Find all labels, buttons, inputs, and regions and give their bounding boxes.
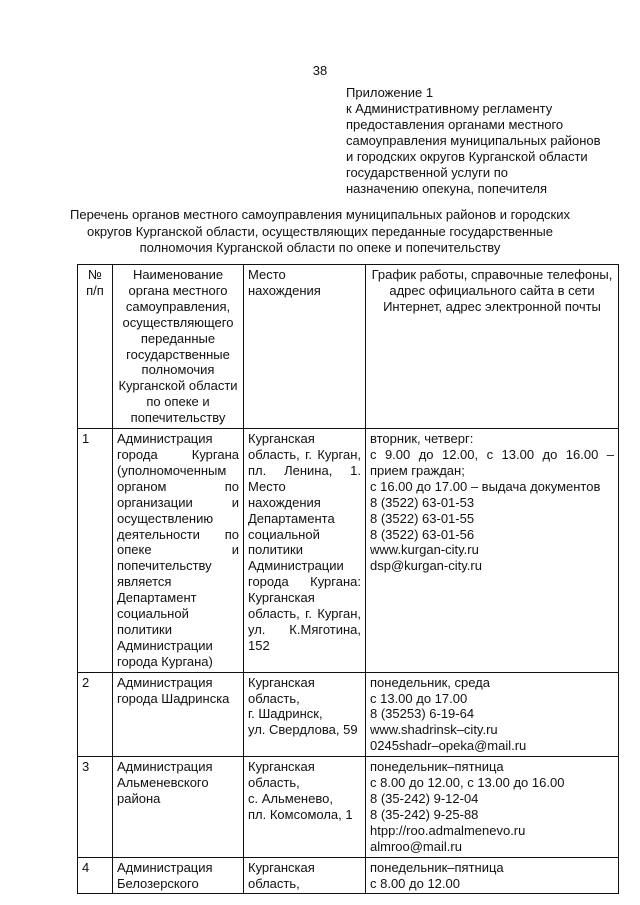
authority-contacts bbox=[366, 857, 619, 894]
location-line: Курганская bbox=[248, 674, 315, 690]
contact-line: понедельник–пятница bbox=[370, 859, 504, 875]
location-line: ул. Свердлова, 59 bbox=[248, 722, 358, 738]
appendix-line: назначению опекуна, попечителя bbox=[346, 181, 547, 196]
contact-line: 8 (3522) 63-01-55 bbox=[370, 510, 475, 526]
table-header-row bbox=[78, 265, 619, 429]
location-line: область, bbox=[248, 690, 300, 706]
contact-line: с 8.00 до 12.00 bbox=[370, 875, 460, 891]
name-line: Альменевского bbox=[117, 775, 209, 791]
row-number: 1 bbox=[78, 429, 113, 673]
contact-line: 8 (35-242) 9-25-88 bbox=[370, 806, 479, 822]
contact-line: 8 (3522) 63-01-56 bbox=[370, 526, 475, 542]
appendix-line: государственной услуги по bbox=[346, 165, 509, 180]
document-title bbox=[62, 207, 578, 257]
email-link: almroo@mail.ru bbox=[370, 838, 462, 854]
website-link: www.shadrinsk–city.ru bbox=[370, 722, 498, 738]
authorities-table bbox=[77, 264, 619, 894]
location-line: г. Шадринск, bbox=[248, 706, 323, 722]
contact-line: 8 (3522) 63-01-53 bbox=[370, 494, 475, 510]
authority-location: Курганская область, г. Курган, пл. Ленина, 1. Место нахождения Департамента социальной политики Администрации города Кургана: Курганская область, г. Курган, ул. К.Мяготина, 152 bbox=[244, 429, 366, 673]
name-line: района bbox=[117, 791, 161, 806]
authority-name bbox=[113, 857, 244, 894]
page-number: 38 bbox=[312, 63, 328, 78]
contact-line: 8 (35253) 6-19-64 bbox=[370, 706, 475, 722]
authority-name: Администрация города Шадринска bbox=[113, 672, 244, 757]
table-row bbox=[78, 757, 619, 857]
header-authority-name: Наименование органа местного самоуправления, осуществляющего переданные государственные полномочия Курганской области по опеке и попечительству bbox=[113, 265, 244, 429]
email-link: 0245shadr–opeka@mail.ru bbox=[370, 738, 527, 754]
title-line: Перечень органов местного самоуправления муниципальных районов и городских bbox=[70, 207, 570, 222]
header-number: № п/п bbox=[78, 265, 113, 429]
table-row bbox=[78, 429, 619, 673]
authority-contacts bbox=[366, 757, 619, 857]
contact-line: с 13.00 до 17.00 bbox=[370, 690, 468, 706]
authority-contacts bbox=[366, 429, 619, 673]
location-line: область, bbox=[248, 775, 300, 791]
contact-line: вторник, четверг: bbox=[370, 431, 474, 447]
header-location: Место нахождения bbox=[244, 265, 366, 429]
name-line: Администрация bbox=[117, 759, 213, 775]
location-line: Курганская bbox=[248, 759, 315, 775]
location-line: с. Альменево, bbox=[248, 791, 333, 806]
location-line: пл. Комсомола, 1 bbox=[248, 806, 353, 822]
website-link: htpp://roo.admalmenevo.ru bbox=[370, 822, 526, 838]
email-link: dsp@kurgan-city.ru bbox=[370, 558, 482, 574]
appendix-line: самоуправления муниципальных районов bbox=[346, 133, 601, 148]
row-number: 4 bbox=[78, 857, 113, 894]
authority-name bbox=[113, 757, 244, 857]
appendix-line: и городских округов Курганской области bbox=[346, 149, 588, 164]
appendix-line: к Административному регламенту bbox=[346, 101, 553, 116]
name-line: Администрация bbox=[117, 859, 213, 875]
appendix-line: предоставления органами местного bbox=[346, 117, 564, 132]
website-link: www.kurgan-city.ru bbox=[370, 542, 479, 558]
appendix-note bbox=[346, 85, 626, 197]
row-number: 2 bbox=[78, 672, 113, 757]
location-line: область, bbox=[248, 875, 300, 891]
contact-line: с 8.00 до 12.00, с 13.00 до 16.00 bbox=[370, 775, 565, 791]
table-row bbox=[78, 672, 619, 757]
contact-line: с 9.00 до 12.00, с 13.00 до 16.00 – прием граждан; bbox=[370, 446, 614, 478]
appendix-line: Приложение 1 bbox=[346, 85, 434, 100]
contact-line: понедельник, среда bbox=[370, 674, 490, 690]
contact-line: 8 (35-242) 9-12-04 bbox=[370, 791, 479, 806]
table-row bbox=[78, 857, 619, 894]
authority-location bbox=[244, 857, 366, 894]
location-line: Курганская bbox=[248, 859, 315, 875]
authority-location bbox=[244, 672, 366, 757]
contact-line: с 16.00 до 17.00 – выдача документов bbox=[370, 478, 601, 494]
row-number: 3 bbox=[78, 757, 113, 857]
authority-contacts bbox=[366, 672, 619, 757]
authority-location bbox=[244, 757, 366, 857]
title-line: полномочия Курганской области по опеке и попечительству bbox=[139, 240, 501, 255]
authority-name: Администрация города Кургана (уполномоченным органом по организации и осуществлению деятельности по опеке и попечительству является Департамент социальной политики Администрации города Кургана) bbox=[113, 429, 244, 673]
title-line: округов Курганской области, осуществляющих переданные государственные bbox=[86, 223, 553, 239]
contact-line: понедельник–пятница bbox=[370, 759, 504, 775]
header-contacts: График работы, справочные телефоны, адрес официального сайта в сети Интернет, адрес электронной почты bbox=[366, 265, 619, 429]
name-line: Белозерского bbox=[117, 875, 199, 891]
